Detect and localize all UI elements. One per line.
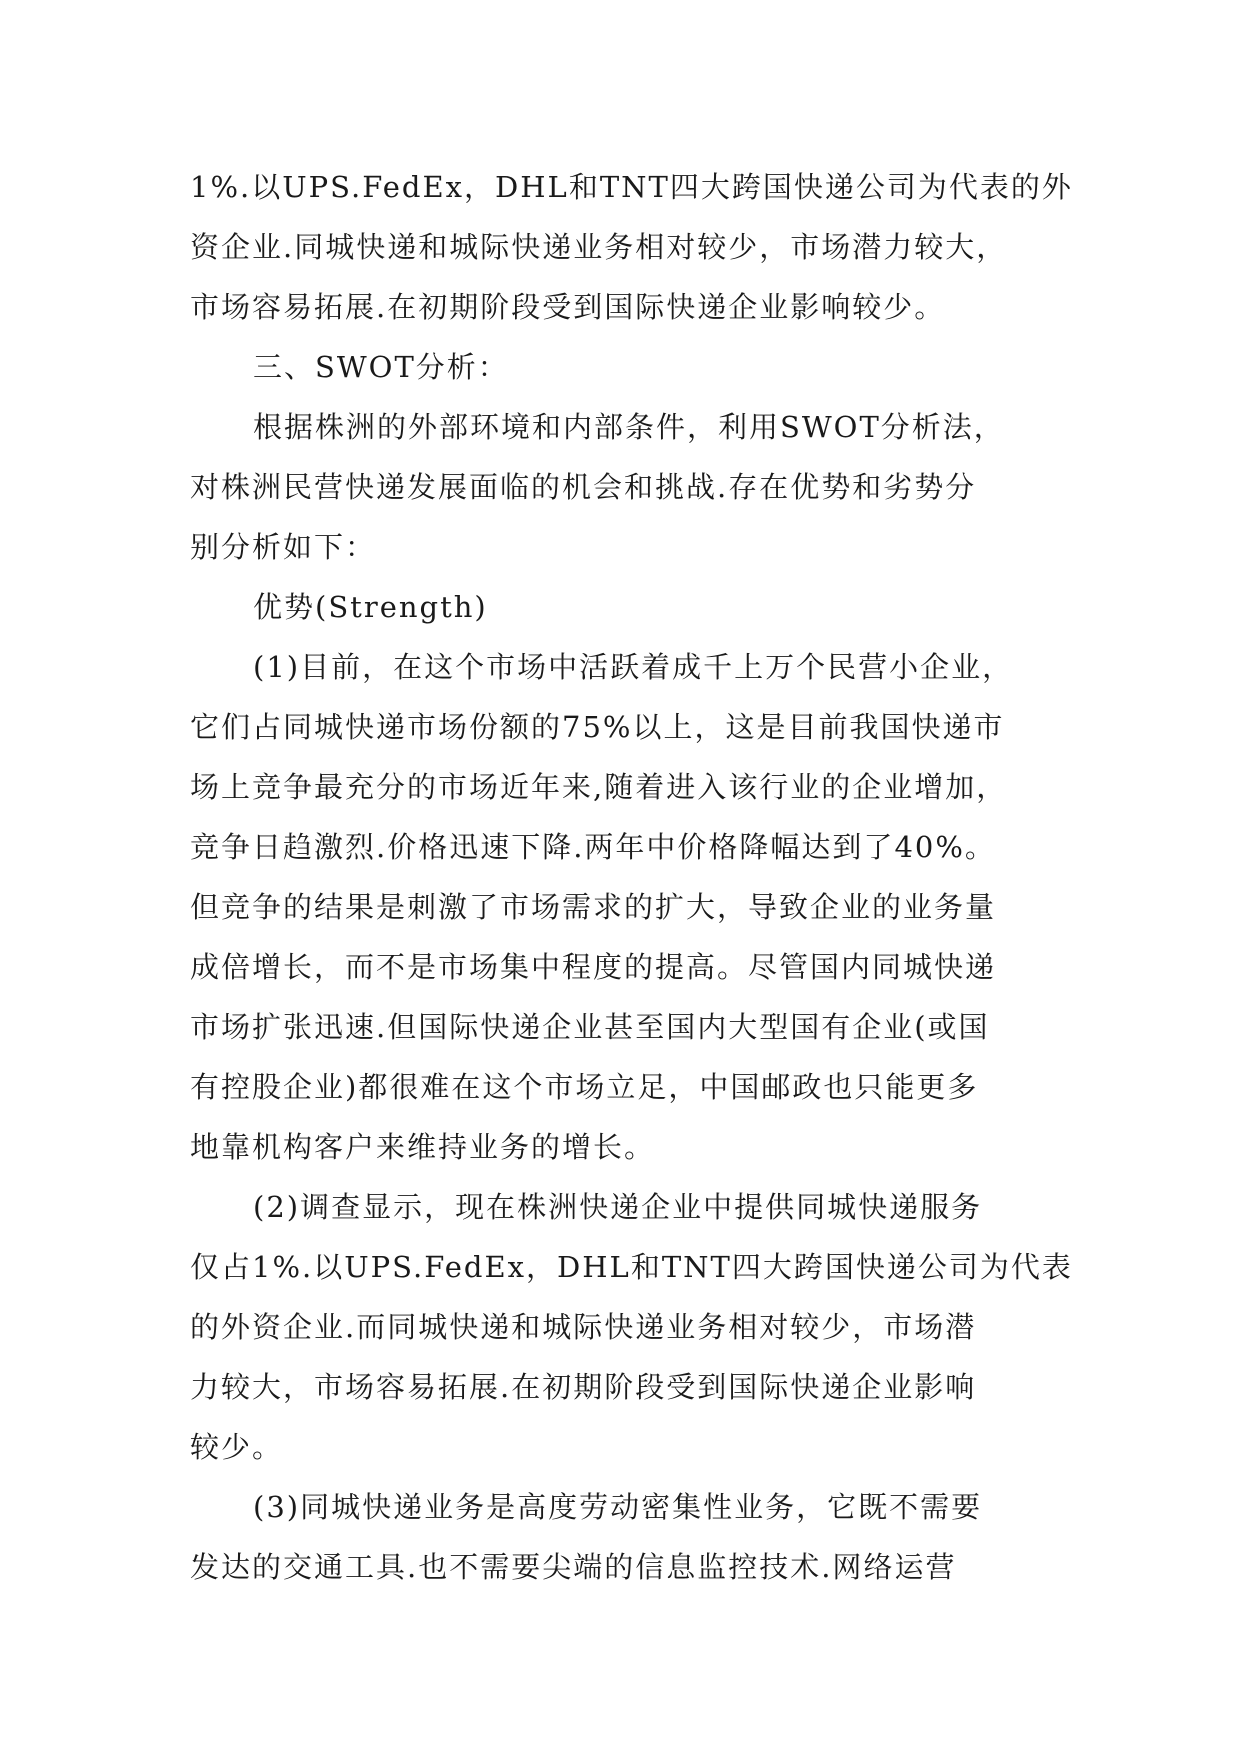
- text-line: 竞争日趋激烈.价格迅速下降.两年中价格降幅达到了40%。: [190, 830, 996, 864]
- text-line: 市场扩张迅速.但国际快递企业甚至国内大型国有企业(或国: [190, 1010, 990, 1044]
- text-line: 市场容易拓展.在初期阶段受到国际快递企业影响较少。: [190, 290, 946, 324]
- text-line: 1%.以UPS.FedEx，DHL和TNT四大跨国快递公司为代表的外: [190, 170, 1073, 204]
- text-line: 仅占1%.以UPS.FedEx，DHL和TNT四大跨国快递公司为代表: [190, 1250, 1073, 1284]
- text-line: 发达的交通工具.也不需要尖端的信息监控技术.网络运营: [190, 1550, 957, 1584]
- text-line: (2)调查显示，现在株洲快递企业中提供同城快递服务: [253, 1190, 983, 1224]
- text-line: 别分析如下：: [190, 530, 377, 564]
- text-line: 对株洲民营快递发展面临的机会和挑战.存在优势和劣势分: [190, 470, 977, 504]
- text-line: 的外资企业.而同城快递和城际快递业务相对较少，市场潜: [190, 1310, 977, 1344]
- document-page: [190, 157, 1073, 1597]
- text-line: 地靠机构客户来维持业务的增长。: [190, 1130, 656, 1164]
- text-line: 较少。: [190, 1430, 284, 1464]
- text-line: 成倍增长，而不是市场集中程度的提高。尽管国内同城快递: [190, 950, 997, 984]
- text-line: 根据株洲的外部环境和内部条件，利用SWOT分析法，: [253, 410, 1005, 444]
- text-line: (3)同城快递业务是高度劳动密集性业务，它既不需要: [253, 1490, 983, 1524]
- section-heading: 三、SWOT分析：: [253, 350, 509, 384]
- text-line: 有控股企业)都很难在这个市场立足，中国邮政也只能更多: [190, 1070, 979, 1104]
- subsection-heading: 优势(Strength): [253, 590, 488, 624]
- text-line: 场上竞争最充分的市场近年来,随着进入该行业的企业增加，: [190, 770, 1008, 804]
- text-line: 力较大，市场容易拓展.在初期阶段受到国际快递企业影响: [190, 1370, 977, 1404]
- text-line: 它们占同城快递市场份额的75%以上，这是目前我国快递市: [190, 710, 1005, 744]
- text-line: 但竞争的结果是刺激了市场需求的扩大，导致企业的业务量: [190, 890, 997, 924]
- text-line: (1)目前，在这个市场中活跃着成千上万个民营小企业，: [253, 650, 1014, 684]
- text-line: 资企业.同城快递和城际快递业务相对较少，市场潜力较大，: [190, 230, 1008, 264]
